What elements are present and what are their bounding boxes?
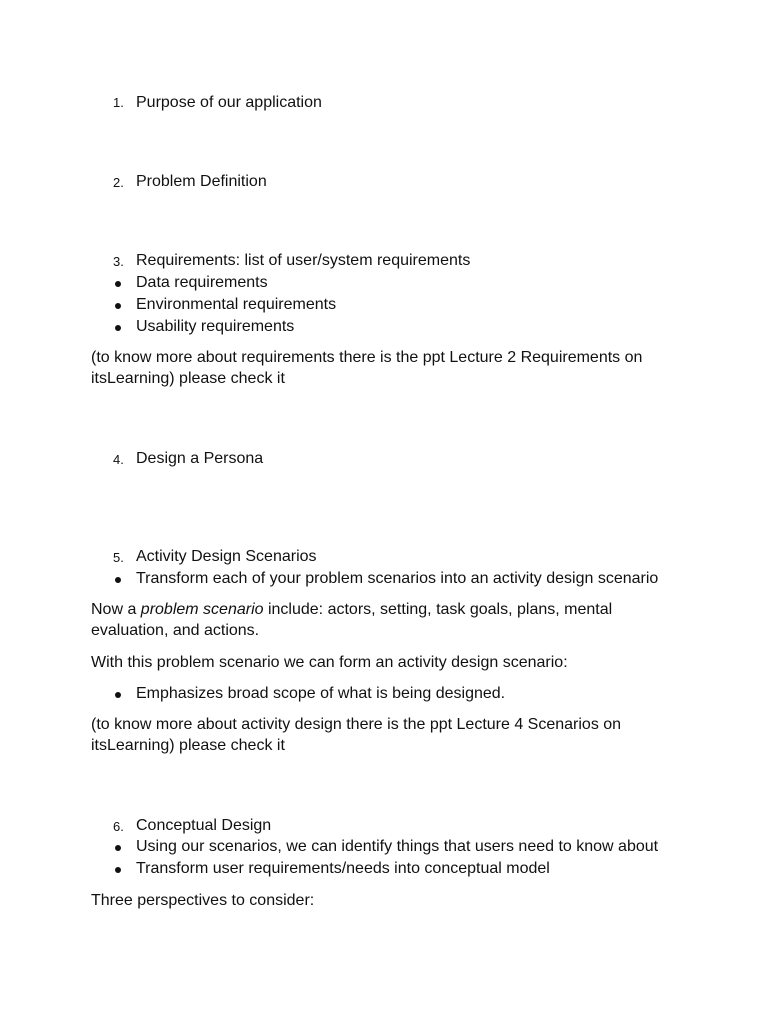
bullet-transform-requirements: Transform user requirements/needs into conceptual model — [136, 860, 550, 877]
list-number-1: 1. — [113, 95, 124, 110]
requirements-note-line-2: itsLearning) please check it — [91, 370, 285, 387]
bullet-icon — [115, 303, 121, 309]
section-title-purpose: Purpose of our application — [136, 94, 322, 111]
section-title-conceptual-design: Conceptual Design — [136, 817, 272, 834]
section-title-persona: Design a Persona — [136, 450, 264, 467]
bullet-using-scenarios: Using our scenarios, we can identify things that users need to know about — [136, 838, 659, 855]
requirements-note-line-1: (to know more about requirements there is the ppt Lecture 2 Requirements on — [91, 349, 643, 366]
list-number-4: 4. — [113, 452, 124, 467]
activity-scenario-paragraph: With this problem scenario we can form an activity design scenario: — [91, 654, 568, 671]
bullet-usability-requirements: Usability requirements — [136, 318, 295, 335]
bullet-broad-scope: Emphasizes broad scope of what is being designed. — [136, 685, 506, 702]
list-number-5: 5. — [113, 550, 124, 565]
problem-scenario-paragraph-line-1 — [91, 600, 612, 620]
bullet-icon — [115, 867, 121, 873]
bullet-icon — [115, 845, 121, 851]
list-number-6: 6. — [113, 819, 124, 834]
activity-note-line-2: itsLearning) please check it — [91, 737, 285, 754]
bullet-icon — [115, 325, 121, 331]
bullet-data-requirements: Data requirements — [136, 274, 268, 291]
bullet-icon — [115, 577, 121, 583]
three-perspectives-paragraph: Three perspectives to consider: — [91, 892, 315, 909]
bullet-icon — [115, 692, 121, 698]
bullet-transform-scenarios: Transform each of your problem scenarios into an activity design scenario — [136, 570, 659, 587]
section-title-requirements: Requirements: list of user/system requirements — [136, 252, 471, 269]
activity-note-line-1: (to know more about activity design there is the ppt Lecture 4 Scenarios on — [91, 716, 622, 733]
section-title-problem-definition: Problem Definition — [136, 173, 267, 190]
problem-scenario-emphasis: problem scenario — [140, 601, 264, 618]
section-title-activity-design: Activity Design Scenarios — [136, 548, 317, 565]
paragraph-text: include: actors, setting, task goals, plans, mental — [263, 601, 613, 618]
paragraph-text: Now a — [91, 601, 141, 618]
bullet-environmental-requirements: Environmental requirements — [136, 296, 337, 313]
list-number-2: 2. — [113, 175, 124, 190]
list-number-3: 3. — [113, 254, 124, 269]
bullet-icon — [115, 281, 121, 287]
problem-scenario-paragraph-line-2: evaluation, and actions. — [91, 622, 260, 639]
